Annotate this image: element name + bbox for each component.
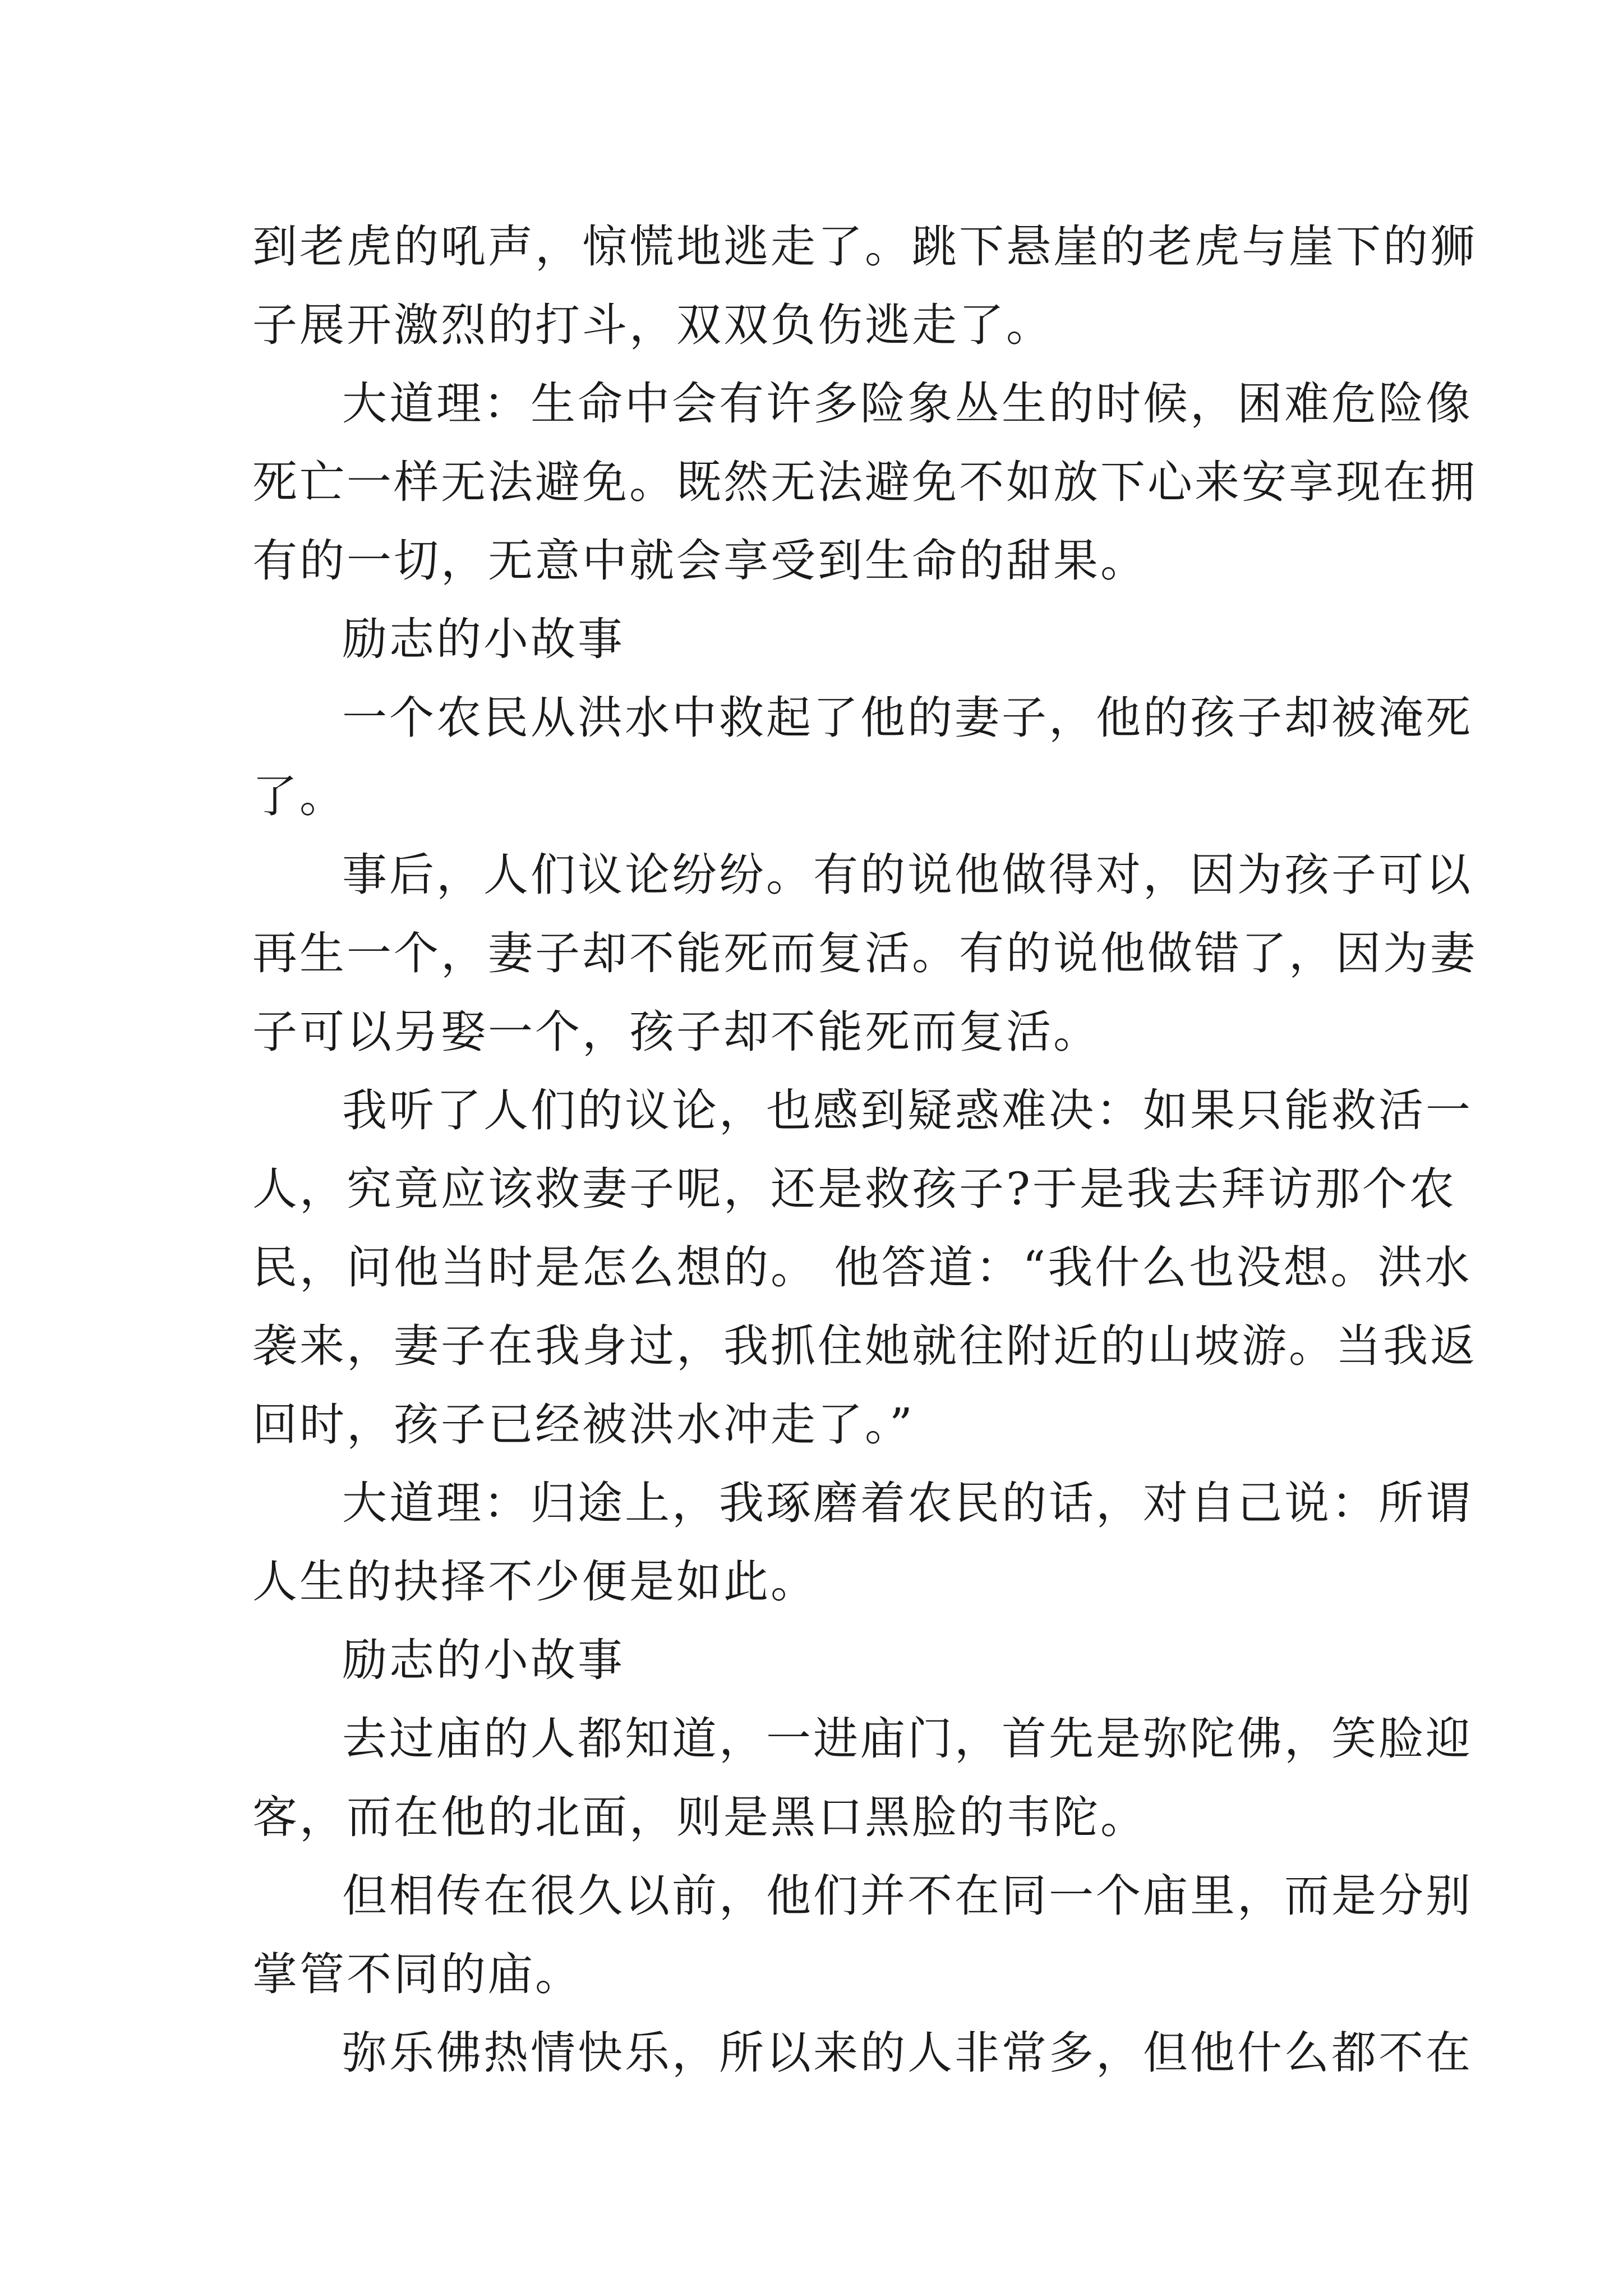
section-heading: 励志的小故事 (342, 613, 625, 665)
paragraph-start: 我听了人们的议论，也感到疑惑难决：如果只能救活一 (342, 1084, 1473, 1137)
text-line: 人生的抉择不少便是如此。 (252, 1556, 818, 1608)
text-line: 回时，孩子已经被洪水冲走了。” (252, 1398, 915, 1451)
text-line: 再生一个，妻子却不能死而复活。有的说他做错了，因为妻 (252, 927, 1477, 979)
text-line: 人，究竟应该救妻子呢，还是救孩子?于是我去拜访那个农 (252, 1163, 1456, 1215)
paragraph-start: 但相传在很久以前，他们并不在同一个庙里，而是分别 (342, 1870, 1473, 1922)
text-line: 有的一切，无意中就会享受到生命的甜果。 (252, 535, 1147, 587)
text-line: 客，而在他的北面，则是黑口黑脸的韦陀。 (252, 1791, 1147, 1843)
text-line: 死亡一样无法避免。既然无法避免不如放下心来安享现在拥 (252, 456, 1477, 508)
text-line: 子展开激烈的打斗，双双负伤逃走了。 (252, 299, 1053, 351)
paragraph-start: 一个农民从洪水中救起了他的妻子，他的孩子却被淹死 (342, 692, 1473, 744)
text-line: 了。 (252, 770, 347, 822)
text-line: 掌管不同的庙。 (252, 1948, 582, 2000)
text-line: 袭来，妻子在我身过，我抓住她就往附近的山坡游。当我返 (252, 1320, 1477, 1372)
paragraph-start: 大道理：归途上，我琢磨着农民的话，对自己说：所谓 (342, 1477, 1473, 1529)
paragraph-start: 事后，人们议论纷纷。有的说他做得对，因为孩子可以 (342, 849, 1473, 901)
paragraph-start: 大道理：生命中会有许多险象丛生的时候，困难危险像 (342, 378, 1473, 430)
text-line: 到老虎的吼声，惊慌地逃走了。跳下悬崖的老虎与崖下的狮 (252, 220, 1477, 273)
section-heading: 励志的小故事 (342, 1634, 625, 1686)
text-line: 子可以另娶一个，孩子却不能死而复活。 (252, 1006, 1100, 1058)
paragraph-start: 弥乐佛热情快乐，所以来的人非常多，但他什么都不在 (342, 2027, 1473, 2079)
text-line: 民，问他当时是怎么想的。 他答道：“我什么也没想。洪水 (252, 1241, 1472, 1294)
document-page (252, 208, 1477, 2092)
paragraph-start: 去过庙的人都知道，一进庙门，首先是弥陀佛，笑脸迎 (342, 1713, 1473, 1765)
